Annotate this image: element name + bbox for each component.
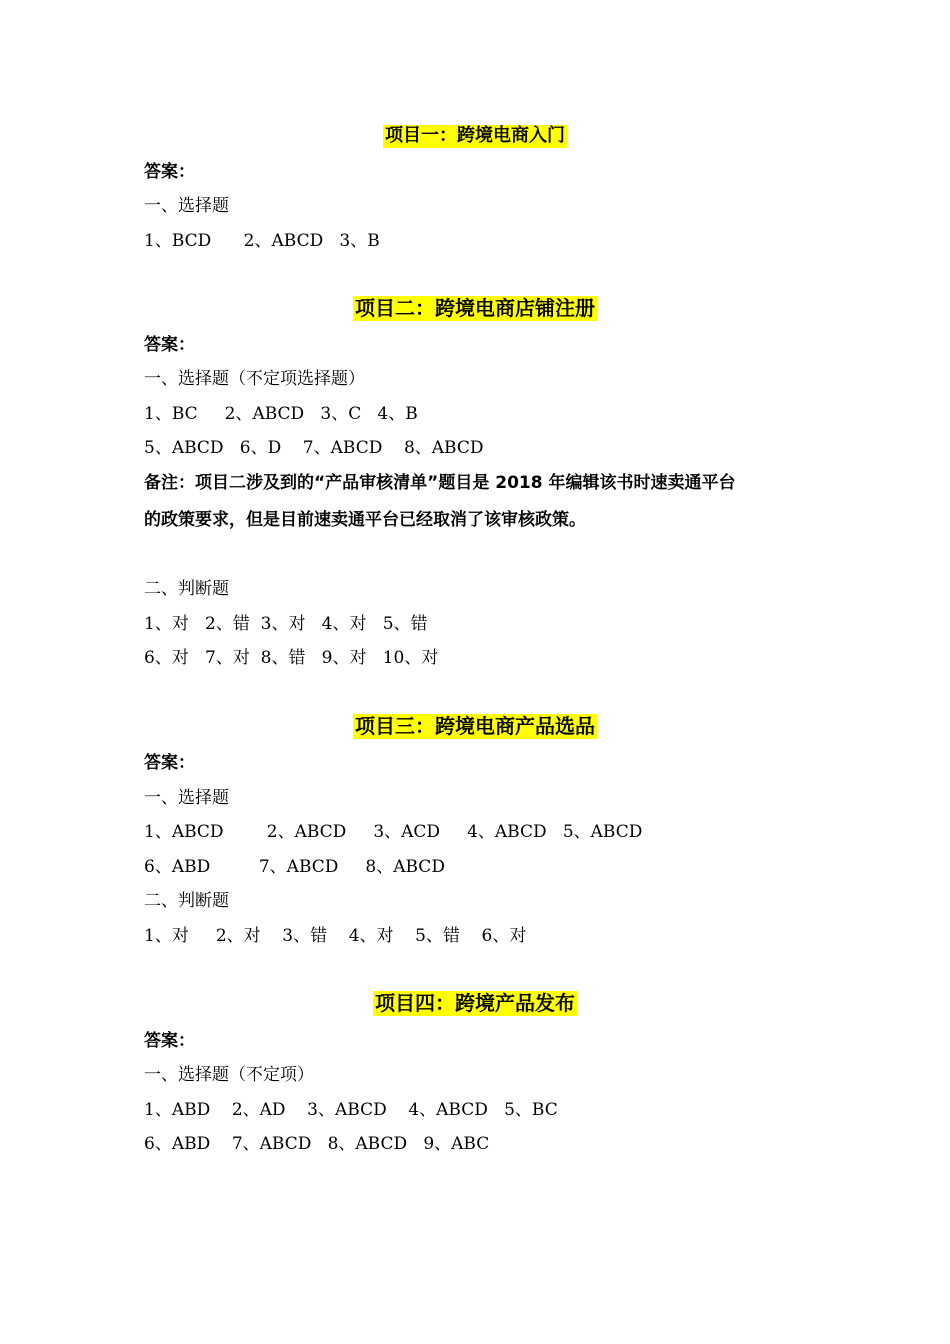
answer-line: 1、BC 2、ABCD 3、C 4、B (144, 404, 418, 424)
answer-label: 答案： (144, 753, 195, 773)
answer-line: 1、BCD 2、ABCD 3、B (144, 231, 380, 251)
answer-line: 6、对 7、对 8、错 9、对 10、对 (144, 648, 439, 668)
note-line: 的政策要求，但是目前速卖通平台已经取消了该审核政策。 (144, 510, 586, 530)
section-3-title-row (0, 714, 950, 739)
section-1-title-row (0, 125, 950, 148)
section-title: 项目一：跨境电商入门 (385, 125, 565, 146)
answer-line: 5、ABCD 6、D 7、ABCD 8、ABCD (144, 438, 484, 458)
answer-line: 1、对 2、对 3、错 4、对 5、错 6、对 (144, 926, 527, 946)
answer-line: 6、ABD 7、ABCD 8、ABCD (144, 857, 445, 877)
answer-line: 1、ABCD 2、ABCD 3、ACD 4、ABCD 5、ABCD (144, 822, 643, 842)
section-title: 项目四：跨境产品发布 (375, 991, 575, 1015)
question-type-heading: 二、判断题 (144, 579, 229, 599)
answer-line: 1、对 2、错 3、对 4、对 5、错 (144, 614, 428, 634)
question-type-heading: 一、选择题 (144, 196, 229, 216)
question-type-heading: 一、选择题（不定项） (144, 1065, 314, 1085)
answer-label: 答案： (144, 162, 195, 182)
note-line: 备注：项目二涉及到的“产品审核清单”题目是 2018 年编辑该书时速卖通平台 (144, 473, 736, 493)
answer-label: 答案： (144, 335, 195, 355)
question-type-heading: 二、判断题 (144, 891, 229, 911)
section-4-title-row (0, 991, 950, 1016)
answer-line: 6、ABD 7、ABCD 8、ABCD 9、ABC (144, 1134, 490, 1154)
question-type-heading: 一、选择题（不定项选择题） (144, 369, 365, 389)
section-2-title-row (0, 296, 950, 321)
answer-label: 答案： (144, 1031, 195, 1051)
section-title: 项目三：跨境电商产品选品 (355, 714, 595, 738)
section-title: 项目二：跨境电商店铺注册 (355, 296, 595, 320)
question-type-heading: 一、选择题 (144, 788, 229, 808)
answer-line: 1、ABD 2、AD 3、ABCD 4、ABCD 5、BC (144, 1100, 558, 1120)
